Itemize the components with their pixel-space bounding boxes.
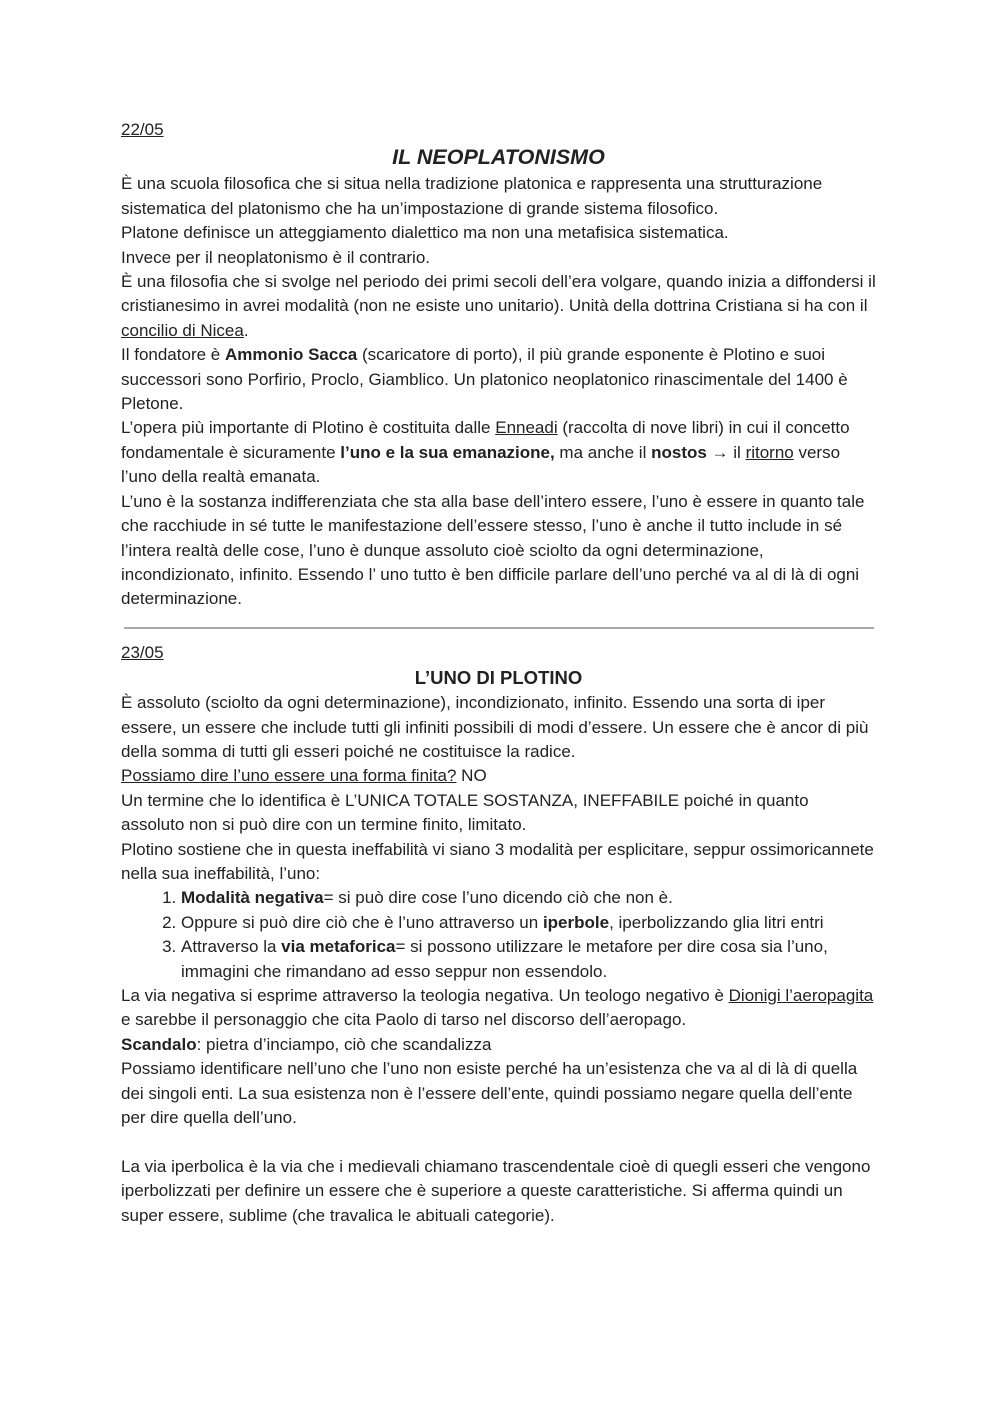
paragraph: È assoluto (sciolto da ogni determinazione), incondizionato, infinito. Essendo una sorta di iper essere, un essere che include tutti gli infiniti possibili di modi d’essere. Un essere che è ancor di più della somma di tutti gli esseri poiché ne costituisce la radice. [121, 693, 869, 761]
title-neoplatonismo: IL NEOPLATONISMO [392, 145, 605, 170]
paragraph: Invece per il neoplatonismo è il contrario. [121, 247, 430, 267]
text: Oppure si può dire ciò che è l’uno attraverso un [181, 912, 543, 932]
paragraph: La via iperbolica è la via che i medievali chiamano trascendentale cioè di quegli esseri che vengono iperbolizzati per definire un essere che è superiore a queste caratteristiche. Si afferma quindi un super essere, sublime (che travalica le abituali categorie). [121, 1156, 871, 1225]
section-divider [124, 627, 874, 629]
text: (scaricatore di porto), il più grande esponente è Plotino e suoi successori sono Porfirio, Proclo, Giamblico. Un platonico neoplatonico rinascimentale del 1400 è Pletone. [121, 345, 848, 414]
text: = si possono utilizzare le metafore per dire cosa sia l’uno, immagini che rimandano ad esso seppur non essendolo. [181, 937, 828, 981]
paragraph: Possiamo identificare nell’uno che l’uno non esiste perché ha un’esistenza che va al di là di quella dei singoli enti. La sua esistenza non è l’essere dell’ente, quindi possiamo negare quella dell’ente per dire quella dell’uno. [121, 1059, 858, 1128]
text: (raccolta di nove libri) in cui il concetto fondamentale è sicuramente [121, 418, 850, 462]
text: → il [706, 442, 746, 462]
text: verso l’uno della realtà emanata. [121, 442, 841, 487]
bold-term: Ammonio Sacca [224, 345, 358, 365]
bold-term: via metaforica [281, 937, 396, 957]
text: La via negativa si esprime attraverso la teologia negativa. Un teologo negativo è [121, 986, 729, 1005]
text: Il fondatore è [121, 345, 225, 365]
text: : pietra d’inciampo, ciò che scandalizza [196, 1034, 492, 1054]
date-heading-1: 22/05 [121, 120, 164, 139]
text: Attraverso la [181, 937, 282, 957]
underlined-term: ritorno [745, 442, 794, 462]
paragraph: È una scuola filosofica che si situa nella tradizione platonica e rappresenta una strutturazione sistematica del platonismo che ha un’impostazione di grande sistema filosofico. [121, 174, 823, 218]
paragraph [121, 764, 876, 788]
paragraph [121, 343, 876, 416]
text: ma anche il [554, 442, 652, 462]
text: = si può dire cose l’uno dicendo ciò che non è. [323, 888, 673, 908]
text: , iperbolizzando glia litri entri [609, 912, 824, 932]
bold-term: nostos [651, 442, 707, 462]
paragraph [121, 270, 876, 343]
blank-line [121, 1130, 876, 1154]
text: NO [456, 766, 487, 786]
bold-term: Modalità negativa [181, 888, 324, 908]
paragraph [121, 1033, 876, 1057]
underlined-term: Dionigi l’aeropagita [728, 986, 874, 1005]
paragraph: Un termine che lo identifica è L’UNICA TOTALE SOSTANZA, INEFFABILE poiché in quanto assoluto non si può dire con un termine finito, limitato. [121, 790, 809, 835]
paragraph [121, 984, 876, 1033]
list-item [181, 935, 876, 984]
document-page [121, 118, 876, 1228]
paragraph: L’uno è la sostanza indifferenziata che sta alla base dell’intero essere, l’uno è essere in quanto tale che racchiude in sé tutte le manifestazione dell’essere stesso, l’uno è anche il tutto include in sé l’intera realtà delle cose, l’uno è dunque assoluto cioè sciolto da ogni determinazione, incondizionato, infinito. Essendo l’ uno tutto è ben difficile parlare dell’uno perché va al di là di ogni determinazione. [121, 491, 865, 609]
list-item [181, 886, 876, 910]
bold-term: iperbole [542, 912, 610, 932]
title-uno-di-plotino: L’UNO DI PLOTINO [414, 667, 583, 689]
modalities-list [121, 886, 876, 984]
date-heading-2: 23/05 [121, 642, 164, 662]
underlined-term: Enneadi [495, 418, 558, 438]
text: . [243, 320, 249, 340]
paragraph: Platone definisce un atteggiamento dialettico ma non una metafisica sistematica. [121, 223, 729, 243]
paragraph [121, 416, 876, 489]
text: L’opera più importante di Plotino è costituita dalle [121, 418, 496, 438]
underlined-term: concilio di Nicea [121, 320, 244, 340]
bold-term: Scandalo [121, 1034, 197, 1054]
paragraph: Plotino sostiene che in questa ineffabilità vi siano 3 modalità per esplicitare, seppur ossimoricannete nella sua ineffabilità, l’uno: [121, 839, 874, 883]
list-item [181, 911, 876, 935]
underlined-question: Possiamo dire l’uno essere una forma finita? [121, 766, 457, 786]
text: È una filosofia che si svolge nel periodo dei primi secoli dell’era volgare, quando inizia a diffondersi il cristianesimo in avrei modalità (non ne esiste uno unitario). Unità della dottrina Cristiana si ha con il [121, 272, 876, 316]
text: e sarebbe il personaggio che cita Paolo di tarso nel discorso dell’aeropago. [121, 1010, 687, 1030]
bold-term: l’uno e la sua emanazione, [340, 442, 555, 462]
